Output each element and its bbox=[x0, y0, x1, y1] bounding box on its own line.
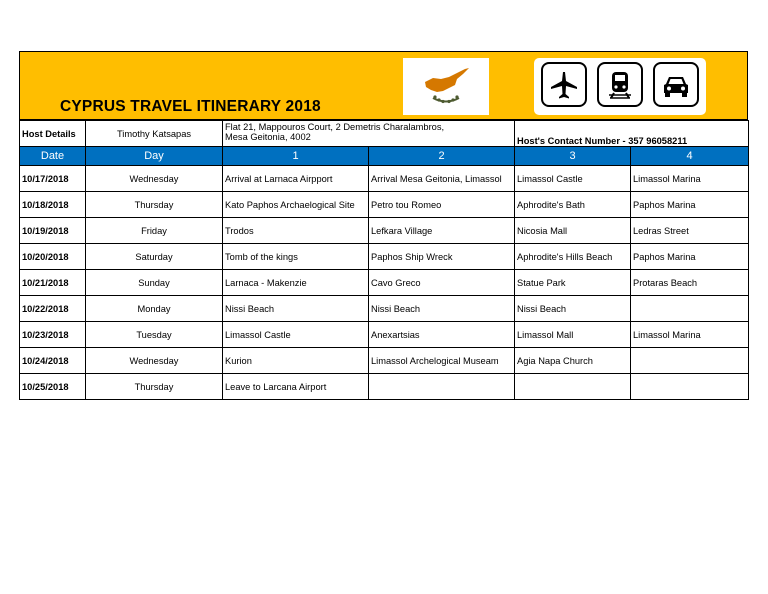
table-row bbox=[20, 270, 749, 296]
place-cell-4: Paphos Marina bbox=[631, 192, 749, 218]
host-address-line1: Flat 21, Mappouros Court, 2 Demetris Charalambros, bbox=[225, 122, 445, 132]
place-cell-4: Limassol Marina bbox=[631, 322, 749, 348]
place-cell-3: Nicosia Mall bbox=[515, 218, 631, 244]
day-cell: Saturday bbox=[86, 244, 223, 270]
day-cell: Monday bbox=[86, 296, 223, 322]
day-cell: Wednesday bbox=[86, 166, 223, 192]
place-cell-1: Larnaca - Makenzie bbox=[223, 270, 369, 296]
place-cell-2: Arrival Mesa Geitonia, Limassol bbox=[369, 166, 515, 192]
table-row bbox=[20, 192, 749, 218]
date-cell: 10/17/2018 bbox=[20, 166, 86, 192]
table-header bbox=[20, 147, 749, 166]
place-cell-3: Aphrodite's Bath bbox=[515, 192, 631, 218]
table-row bbox=[20, 322, 749, 348]
date-cell: 10/18/2018 bbox=[20, 192, 86, 218]
col-4: 4 bbox=[631, 147, 749, 166]
place-cell-1: Kato Paphos Archaelogical Site bbox=[223, 192, 369, 218]
table-row bbox=[20, 166, 749, 192]
day-cell: Wednesday bbox=[86, 348, 223, 374]
day-cell: Thursday bbox=[86, 374, 223, 400]
place-cell-2 bbox=[369, 374, 515, 400]
car-icon bbox=[653, 62, 699, 107]
place-cell-4: Paphos Marina bbox=[631, 244, 749, 270]
host-details-row bbox=[20, 121, 749, 147]
place-cell-4: Limassol Marina bbox=[631, 166, 749, 192]
place-cell-3: Agia Napa Church bbox=[515, 348, 631, 374]
place-cell-3: Statue Park bbox=[515, 270, 631, 296]
place-cell-3 bbox=[515, 374, 631, 400]
date-cell: 10/23/2018 bbox=[20, 322, 86, 348]
place-cell-2: Nissi Beach bbox=[369, 296, 515, 322]
col-2: 2 bbox=[369, 147, 515, 166]
place-cell-3: Aphrodite's Hills Beach bbox=[515, 244, 631, 270]
date-cell: 10/24/2018 bbox=[20, 348, 86, 374]
date-cell: 10/25/2018 bbox=[20, 374, 86, 400]
col-day: Day bbox=[86, 147, 223, 166]
host-label: Host Details bbox=[20, 121, 86, 147]
place-cell-4: Protaras Beach bbox=[631, 270, 749, 296]
col-date: Date bbox=[20, 147, 86, 166]
day-cell: Friday bbox=[86, 218, 223, 244]
date-cell: 10/22/2018 bbox=[20, 296, 86, 322]
host-name: Timothy Katsapas bbox=[86, 121, 223, 147]
place-cell-3: Limassol Mall bbox=[515, 322, 631, 348]
place-cell-2: Anexartsias bbox=[369, 322, 515, 348]
day-cell: Tuesday bbox=[86, 322, 223, 348]
date-cell: 10/20/2018 bbox=[20, 244, 86, 270]
table-row bbox=[20, 348, 749, 374]
day-cell: Thursday bbox=[86, 192, 223, 218]
place-cell-2: Limassol Archelogical Museam bbox=[369, 348, 515, 374]
host-address-line2: Mesa Geitonia, 4002 bbox=[225, 132, 311, 142]
airplane-icon bbox=[541, 62, 587, 107]
host-address bbox=[223, 121, 515, 147]
place-cell-2: Cavo Greco bbox=[369, 270, 515, 296]
place-cell-1: Limassol Castle bbox=[223, 322, 369, 348]
title-banner bbox=[19, 51, 748, 120]
place-cell-1: Trodos bbox=[223, 218, 369, 244]
place-cell-1: Kurion bbox=[223, 348, 369, 374]
place-cell-4: Ledras Street bbox=[631, 218, 749, 244]
place-cell-1: Tomb of the kings bbox=[223, 244, 369, 270]
place-cell-4 bbox=[631, 348, 749, 374]
place-cell-4 bbox=[631, 296, 749, 322]
place-cell-2: Petro tou Romeo bbox=[369, 192, 515, 218]
day-cell: Sunday bbox=[86, 270, 223, 296]
place-cell-4 bbox=[631, 374, 749, 400]
itinerary-table bbox=[19, 120, 749, 400]
table-row bbox=[20, 244, 749, 270]
date-cell: 10/21/2018 bbox=[20, 270, 86, 296]
place-cell-1: Nissi Beach bbox=[223, 296, 369, 322]
itinerary-sheet bbox=[19, 51, 748, 400]
cyprus-flag-icon bbox=[403, 58, 489, 115]
table-row bbox=[20, 218, 749, 244]
table-row bbox=[20, 374, 749, 400]
place-cell-3: Limassol Castle bbox=[515, 166, 631, 192]
place-cell-1: Arrival at Larnaca Airpport bbox=[223, 166, 369, 192]
place-cell-3: Nissi Beach bbox=[515, 296, 631, 322]
train-icon bbox=[597, 62, 643, 107]
place-cell-2: Paphos Ship Wreck bbox=[369, 244, 515, 270]
transport-icons bbox=[534, 58, 706, 115]
page-title: CYPRUS TRAVEL ITINERARY 2018 bbox=[60, 98, 321, 115]
place-cell-2: Lefkara Village bbox=[369, 218, 515, 244]
table-row bbox=[20, 296, 749, 322]
host-contact: Host's Contact Number - 357 96058211 bbox=[515, 121, 749, 147]
col-1: 1 bbox=[223, 147, 369, 166]
col-3: 3 bbox=[515, 147, 631, 166]
date-cell: 10/19/2018 bbox=[20, 218, 86, 244]
place-cell-1: Leave to Larcana Airport bbox=[223, 374, 369, 400]
